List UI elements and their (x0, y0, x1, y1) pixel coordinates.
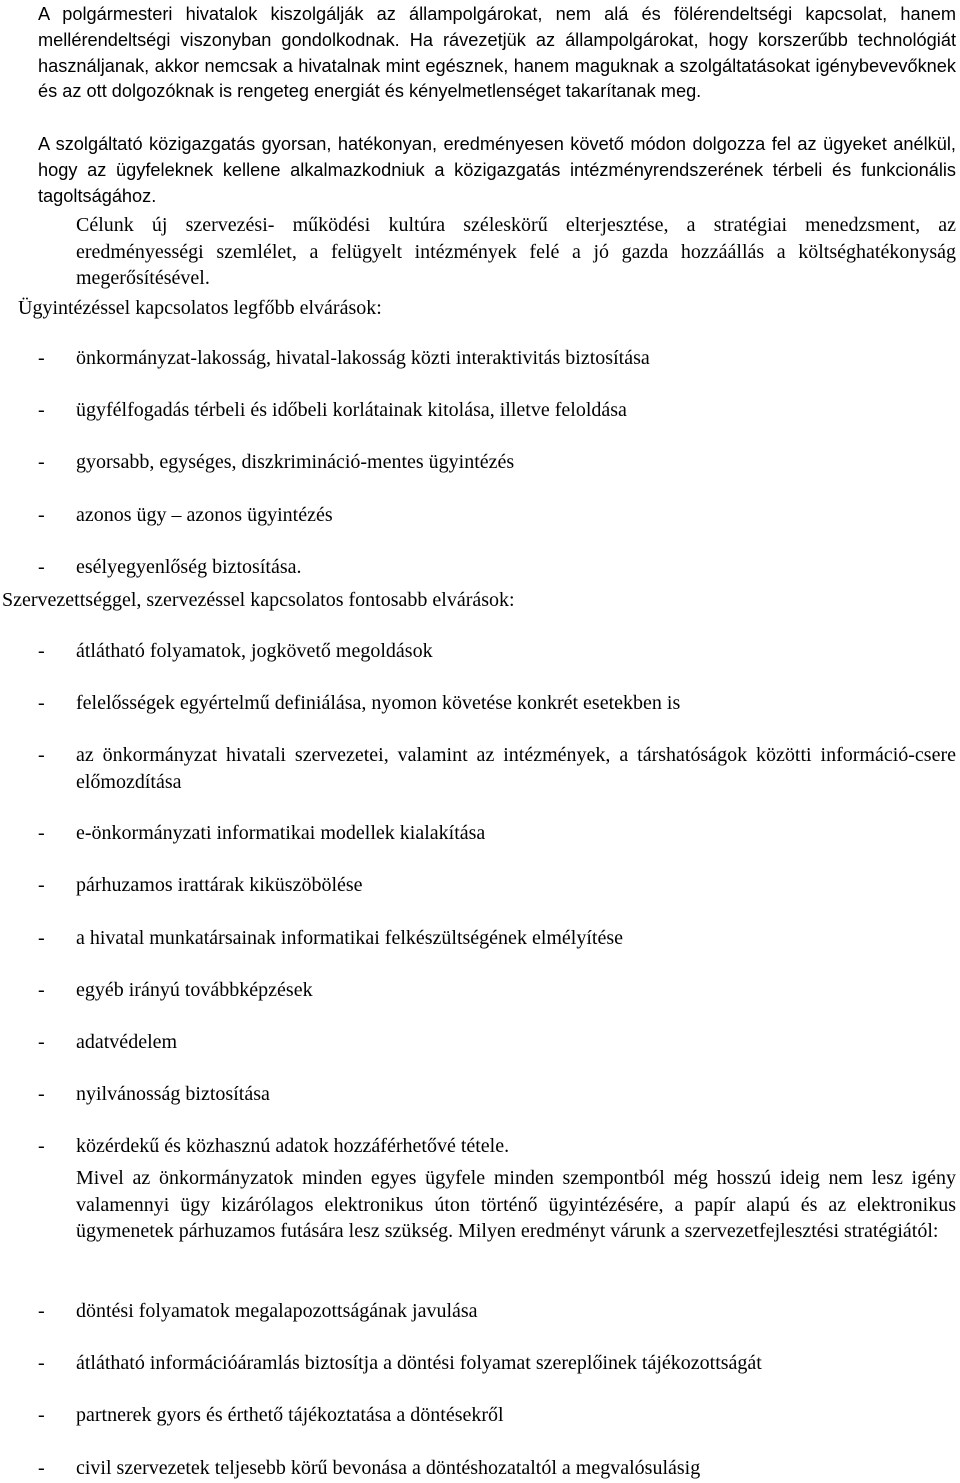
list-dash: - (38, 1404, 45, 1426)
list-item-text: esélyegyenlőség biztosítása. (76, 556, 302, 578)
list-dash: - (38, 744, 45, 766)
list-item-text: civil szervezetek teljesebb körű bevonása a döntéshozataltól a megvalósulásig (76, 1457, 701, 1479)
list-dash: - (38, 347, 45, 369)
list-item-text: önkormányzat-lakosság, hivatal-lakosság közti interaktivitás biztosítása (76, 347, 650, 369)
list-item-text: nyilvánosság biztosítása (76, 1083, 270, 1105)
list-dash: - (38, 927, 45, 949)
list-item-text: a hivatal munkatársainak informatikai felkészültségének elmélyítése (76, 927, 624, 949)
list-item-text: átlátható információáramlás biztosítja a döntési folyamat szereplőinek tájékozottságát (76, 1352, 762, 1374)
list-dash: - (38, 692, 45, 714)
list-dash: - (38, 1083, 45, 1105)
list-item-text: felelősségek egyértelmű definiálása, nyomon követése konkrét esetekben is (76, 692, 681, 714)
list-dash: - (38, 556, 45, 578)
goal-paragraph: Célunk új szervezési- működési kultúra széleskörű elterjesztése, a stratégiai menedzsment, az eredményességi szemlélet, a felügyelt intézmények felé a jó gazda hozzáállás a költséghatékonyság megerősítésével. (76, 214, 956, 289)
list-item-text: e-önkormányzati informatikai modellek kialakítása (76, 822, 486, 844)
list-dash: - (38, 822, 45, 844)
list-item-text: adatvédelem (76, 1031, 178, 1053)
list-dash: - (38, 451, 45, 473)
list-item-text: párhuzamos irattárak kiküszöbölése (76, 874, 363, 896)
list-item-text: átlátható folyamatok, jogkövető megoldások (76, 640, 433, 662)
list-item-text: partnerek gyors és érthető tájékoztatása a döntésekről (76, 1404, 504, 1426)
section-heading-case-handling: Ügyintézéssel kapcsolatos legfőbb elvárások: (18, 297, 382, 319)
list-item-text: egyéb irányú továbbképzések (76, 979, 313, 1001)
list-item-text: közérdekű és közhasznú adatok hozzáférhetővé tétele. (76, 1135, 510, 1157)
list-dash: - (38, 1300, 45, 1322)
list-item-text: gyorsabb, egységes, diszkrimináció-mentes ügyintézés (76, 451, 515, 473)
list-dash: - (38, 979, 45, 1001)
intro-paragraph: A polgármesteri hivatalok kiszolgálják az állampolgárokat, nem alá és fölérendeltségi kapcsolat, hanem mellérendeltségi viszonyban gondolkodnak. Ha rávezetjük az állampolgárokat, hogy korszerűbb technológiát használjanak, akkor nemcsak a hivatalnak mint egésznek, hanem maguknak a szolgáltatásokat igénybevevőknek és az ott dolgozóknak is rengeteg energiát és kényelmetlenséget takarítanak meg. (38, 4, 956, 102)
list-dash: - (38, 640, 45, 662)
section-heading-organization: Szervezettséggel, szervezéssel kapcsolatos fontosabb elvárások: (2, 589, 515, 611)
list-item-text: az önkormányzat hivatali szervezetei, valamint az intézmények, a társhatóságok közötti információ-csere előmozdítása (76, 744, 956, 793)
list-dash: - (38, 399, 45, 421)
list-dash: - (38, 504, 45, 526)
list-dash: - (38, 1352, 45, 1374)
list-dash: - (38, 1457, 45, 1479)
list-dash: - (38, 1031, 45, 1053)
expectation-paragraph: Mivel az önkormányzatok minden egyes ügyfele minden szempontból még hosszú ideig nem lesz igény valamennyi ügy kizárólagos elektronikus úton történő ügyintézésére, a papír alapú és az elektronikus ügymenetek párhuzamos futására lesz szükség. Milyen eredményt várunk a szervezetfejlesztési stratégiától: (76, 1167, 956, 1242)
list-dash: - (38, 1135, 45, 1157)
list-dash: - (38, 874, 45, 896)
list-item-text: ügyfélfogadás térbeli és időbeli korlátainak kitolása, illetve feloldása (76, 399, 627, 421)
service-paragraph: A szolgáltató közigazgatás gyorsan, hatékonyan, eredményesen követő módon dolgozza fel az ügyeket anélkül, hogy az ügyfeleknek kellene alkalmazkodniuk a közigazgatás intézményrendszerének térbeli és funkcionális tagoltságához. (38, 134, 956, 206)
list-item-text: azonos ügy – azonos ügyintézés (76, 504, 333, 526)
list-item-text: döntési folyamatok megalapozottságának javulása (76, 1300, 478, 1322)
